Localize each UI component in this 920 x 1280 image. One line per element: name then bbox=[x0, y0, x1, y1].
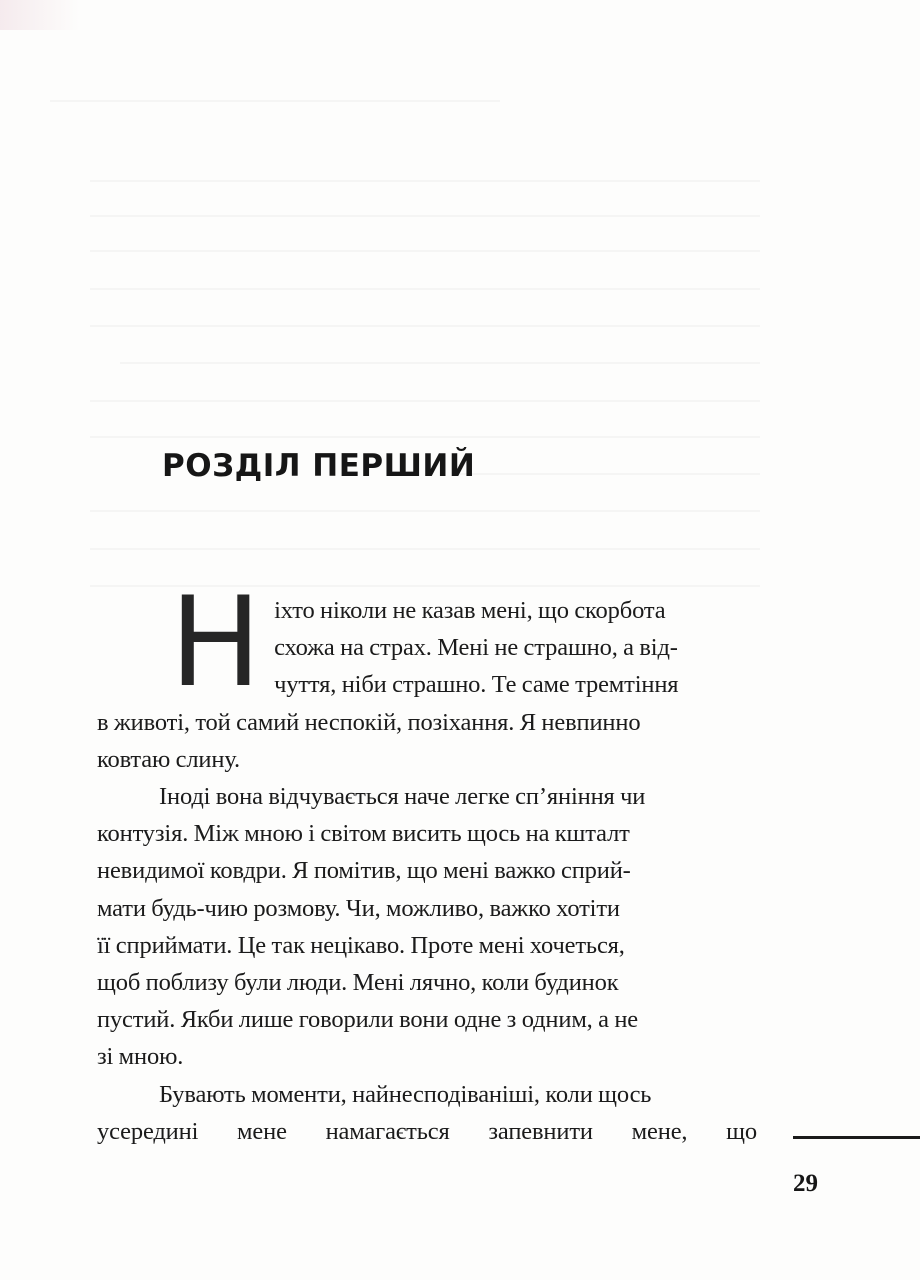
drop-cap: Н bbox=[169, 571, 262, 715]
bleed-through-line bbox=[120, 362, 760, 364]
text-line: в животі, той самий неспокій, позіхання. Я невпинно bbox=[97, 708, 641, 736]
bleed-through-line bbox=[90, 400, 760, 402]
scan-smudge bbox=[0, 0, 80, 30]
text-line: щоб поблизу були люди. Мені лячно, коли будинок bbox=[97, 969, 619, 997]
bleed-through-line bbox=[460, 473, 760, 475]
text-line: схожа на страх. Мені не страшно, а від- bbox=[274, 634, 678, 662]
paragraph-1 bbox=[97, 571, 757, 778]
bleed-through-line bbox=[50, 100, 500, 102]
footer-rule bbox=[793, 1136, 920, 1139]
bleed-through-line bbox=[90, 250, 760, 252]
body-text bbox=[97, 571, 757, 1150]
paragraph-2 bbox=[97, 778, 757, 1076]
text-line: контузія. Між мною і світом висить щось на кшталт bbox=[97, 820, 630, 848]
bleed-through-line bbox=[90, 215, 760, 217]
bleed-through-line bbox=[90, 548, 760, 550]
bleed-through-line bbox=[90, 288, 760, 290]
text-line: чуття, ніби страшно. Те саме тремтіння bbox=[274, 671, 679, 699]
text-line: іхто ніколи не казав мені, що скорбота bbox=[274, 597, 666, 624]
text-line: ковтаю слину. bbox=[97, 745, 240, 773]
bleed-through-line bbox=[90, 325, 760, 327]
chapter-heading: РОЗДІЛ ПЕРШИЙ bbox=[162, 448, 476, 484]
text-line: Іноді вона відчувається наче легке сп’яніння чи bbox=[159, 783, 646, 811]
bleed-through-line bbox=[90, 510, 760, 512]
paragraph-3 bbox=[97, 1076, 757, 1150]
text-line: усередині мене намагається запевнити мене, що bbox=[97, 1117, 757, 1145]
text-line: зі мною. bbox=[97, 1043, 184, 1071]
bleed-through-line bbox=[90, 436, 760, 438]
page-number: 29 bbox=[793, 1170, 818, 1197]
text-line: пустий. Якби лише говорили вони одне з одним, а не bbox=[97, 1006, 639, 1034]
text-line: невидимої ковдри. Я помітив, що мені важко сприй- bbox=[97, 857, 631, 885]
bleed-through-line bbox=[90, 180, 760, 182]
text-line: її сприймати. Це так нецікаво. Проте мені хочеться, bbox=[97, 931, 625, 959]
text-line: Бувають моменти, найнесподіваніші, коли щось bbox=[159, 1080, 652, 1108]
text-line: мати будь-чию розмову. Чи, можливо, важко хотіти bbox=[97, 894, 620, 922]
